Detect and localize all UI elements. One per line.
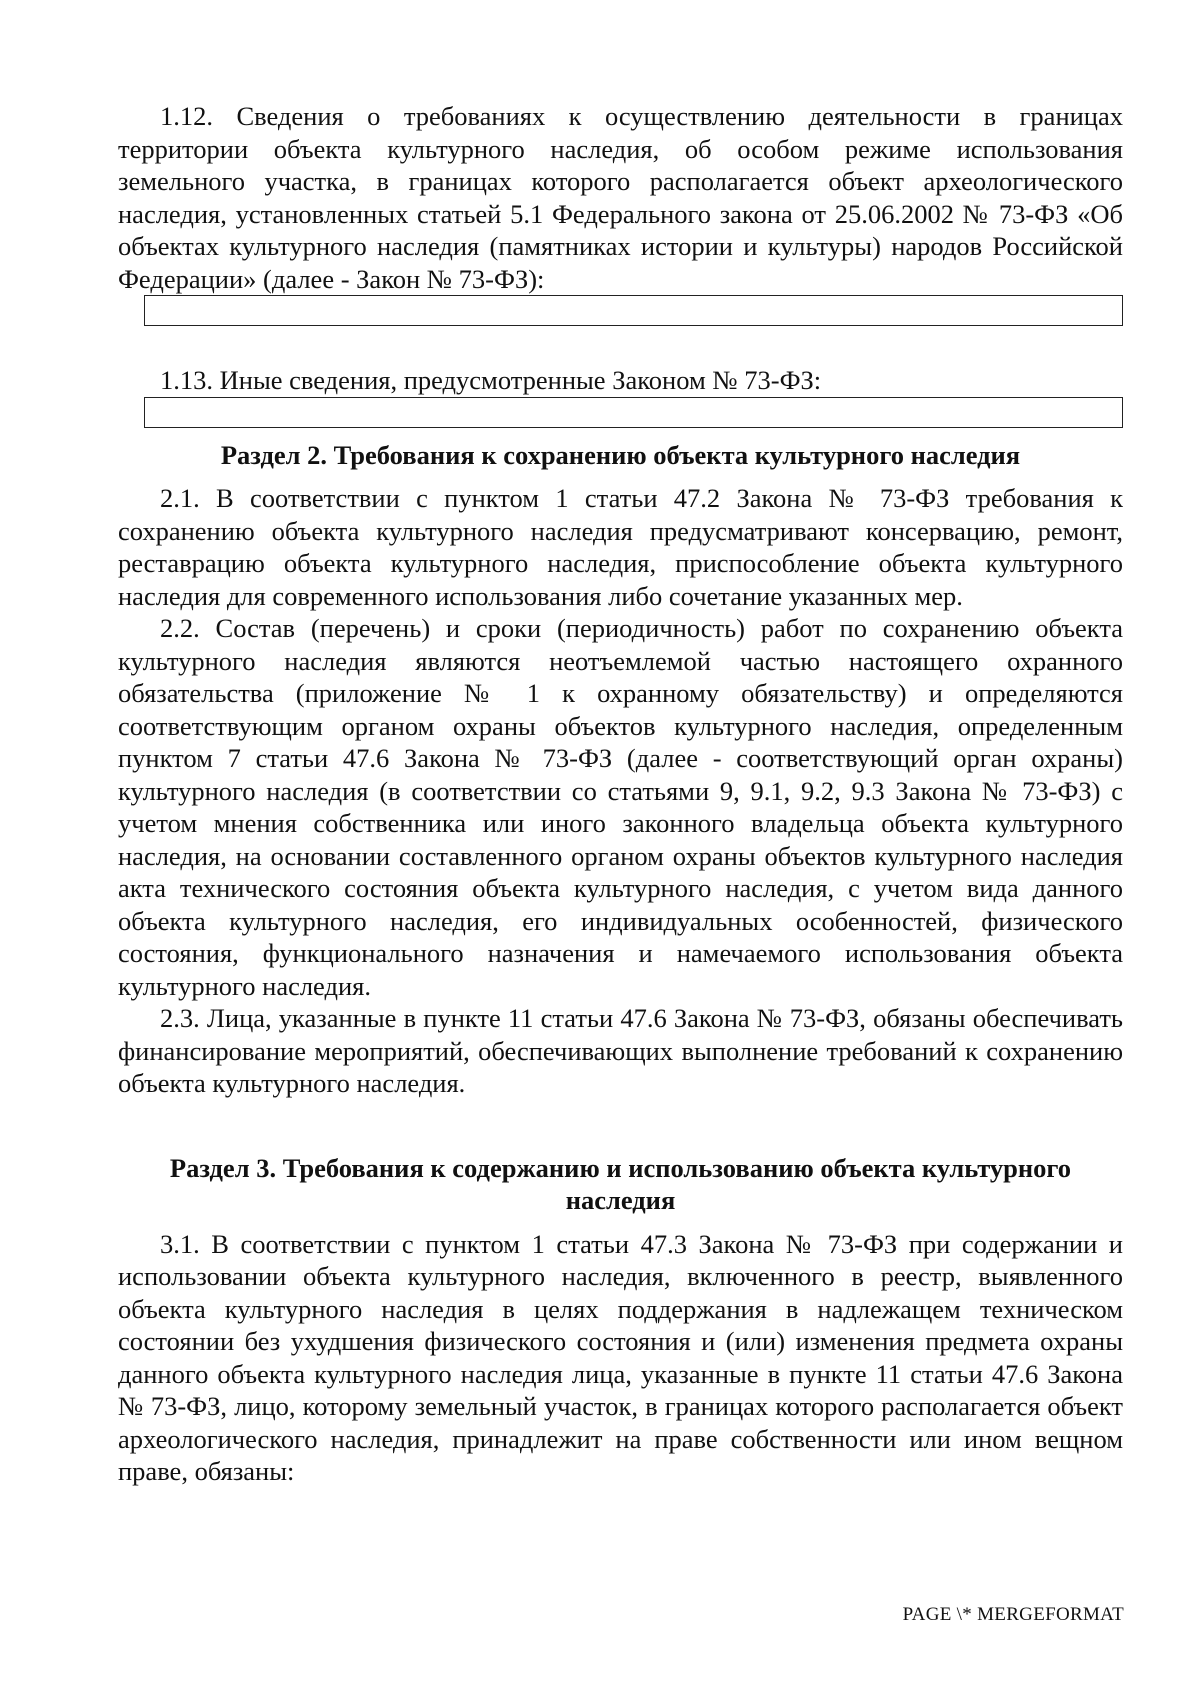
item-1-13-field[interactable] (144, 397, 1123, 428)
section-3-title-line1: Раздел 3. Требования к содержанию и использованию объекта культурного (169, 1152, 1072, 1183)
paragraph-2-1: 2.1. В соответствии с пунктом 1 статьи 47.2 Закона № 73-ФЗ требования к сохранению объекта культурного наследия предусматривают консервацию, ремонт, реставрацию объекта культурного наследия, приспособление объекта культурного наследия для современного использования либо сочетание указанных мер. (118, 483, 1123, 611)
section-3-title (118, 1152, 1123, 1217)
section-3-title-line2: наследия (565, 1185, 676, 1215)
section-2-title: Раздел 2. Требования к сохранению объекта культурного наследия (220, 439, 1021, 470)
document-content (118, 100, 1123, 1488)
item-1-13: 1.13. Иные сведения, предусмотренные Законом № 73-ФЗ: (160, 365, 822, 395)
page-footer-field-code: PAGE \* MERGEFORMAT (902, 1604, 1124, 1625)
paragraph-2-3: 2.3. Лица, указанные в пункте 11 статьи 47.6 Закона № 73-ФЗ, обязаны обеспечивать финансирование мероприятий, обеспечивающих выполнение требований к сохранению объекта культурного наследия. (118, 1003, 1123, 1098)
item-1-12-field[interactable] (144, 295, 1123, 326)
item-1-12: 1.12. Сведения о требованиях к осуществлению деятельности в границах территории объекта культурного наследия, об особом режиме использования земельного участка, в границах которого располагается объект археологического наследия, установленных статьей 5.1 Федерального закона от 25.06.2002 № 73-ФЗ «Об объектах культурного наследия (памятниках истории и культуры) народов Российской Федерации» (далее - Закон № 73-ФЗ): (118, 101, 1123, 294)
paragraph-3-1: 3.1. В соответствии с пунктом 1 статьи 47.3 Закона № 73-ФЗ при содержании и использовании объекта культурного наследия, включенного в реестр, выявленного объекта культурного наследия в целях поддержания в надлежащем техническом состоянии без ухудшения физического состояния и (или) изменения предмета охраны данного объекта культурного наследия лица, указанные в пункте 11 статьи 47.6 Закона № 73-ФЗ, лицо, которому земельный участок, в границах которого располагается объект археологического наследия, принадлежит на праве собственности или ином вещном праве, обязаны: (118, 1228, 1123, 1486)
paragraph-2-2: 2.2. Состав (перечень) и сроки (периодичность) работ по сохранению объекта культурного наследия являются неотъемлемой частью настоящего охранного обязательства (приложение № 1 к охранному обязательству) и определяются соответствующим органом охраны объектов культурного наследия, определенным пунктом 7 статьи 47.6 Закона № 73-ФЗ (далее - соответствующий орган охраны) культурного наследия (в соответствии со статьями 9, 9.1, 9.2, 9.3 Закона № 73-ФЗ) с учетом мнения собственника или иного законного владельца объекта культурного наследия, на основании составленного органом охраны объектов культурного наследия акта технического состояния объекта культурного наследия, с учетом вида данного объекта культурного наследия, его индивидуальных особенностей, физического состояния, функционального назначения и намечаемого использования объекта культурного наследия. (118, 613, 1123, 1001)
